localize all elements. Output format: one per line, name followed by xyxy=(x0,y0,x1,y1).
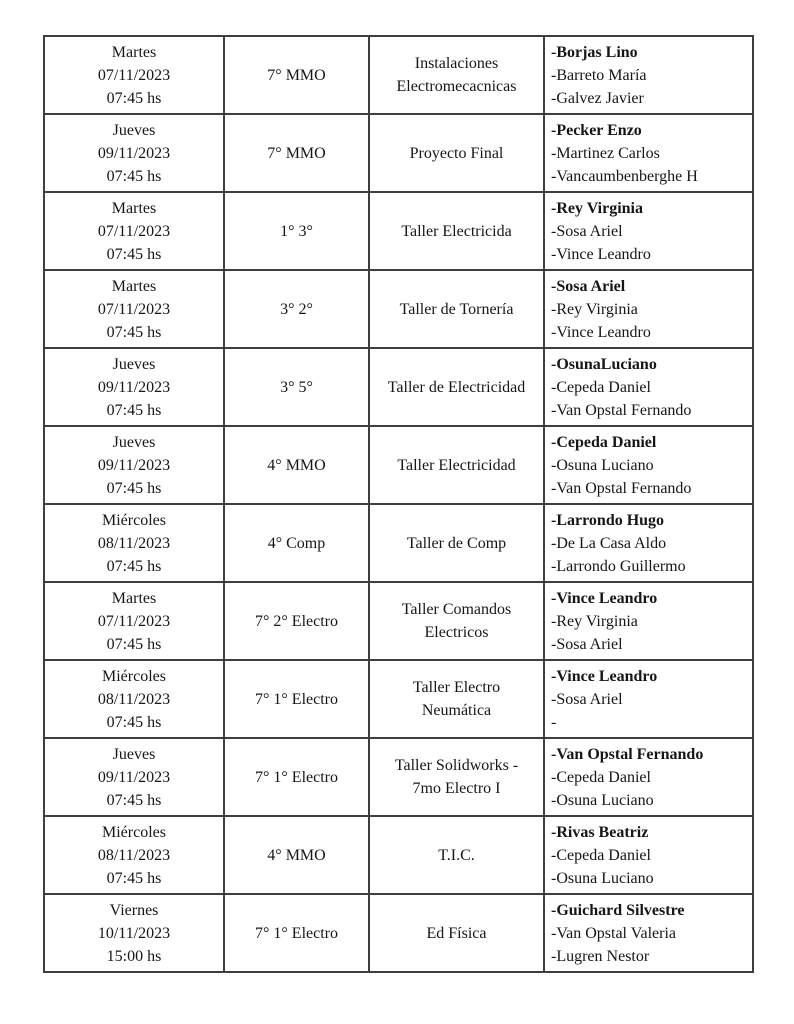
cell-group xyxy=(224,36,369,114)
day-label: Miércoles xyxy=(102,511,166,529)
table-row xyxy=(44,36,753,114)
group-label: 7° 2° Electro xyxy=(255,612,338,630)
cell-datetime xyxy=(44,348,224,426)
cell-subject xyxy=(369,192,544,270)
date-label: 09/11/2023 xyxy=(97,378,171,396)
cell-datetime xyxy=(44,270,224,348)
staff-name: -Sosa Ariel xyxy=(551,635,623,653)
time-label: 15:00 hs xyxy=(106,947,162,965)
staff-name: -OsunaLuciano xyxy=(551,355,657,373)
staff-name: -Rey Virginia xyxy=(551,300,638,318)
cell-staff xyxy=(544,660,753,738)
time-label: 07:45 hs xyxy=(106,635,162,653)
date-label: 08/11/2023 xyxy=(97,846,171,864)
cell-datetime xyxy=(44,738,224,816)
subject-line: Taller Electricida xyxy=(401,222,512,240)
cell-group xyxy=(224,114,369,192)
group-label: 7° 1° Electro xyxy=(255,768,338,786)
cell-subject xyxy=(369,114,544,192)
cell-subject xyxy=(369,816,544,894)
cell-staff xyxy=(544,582,753,660)
cell-subject xyxy=(369,738,544,816)
cell-subject xyxy=(369,660,544,738)
cell-group xyxy=(224,582,369,660)
cell-group xyxy=(224,660,369,738)
time-label: 07:45 hs xyxy=(106,245,162,263)
subject-line: 7mo Electro I xyxy=(412,780,501,797)
staff-name: -Larrondo Hugo xyxy=(551,511,665,529)
staff-name: -Rey Virginia xyxy=(551,612,638,630)
table-row xyxy=(44,894,753,972)
subject-line: Taller Comandos xyxy=(401,601,512,618)
staff-name: -Cepeda Daniel xyxy=(551,768,651,786)
cell-datetime xyxy=(44,192,224,270)
table-row xyxy=(44,348,753,426)
staff-name: -Osuna Luciano xyxy=(551,869,654,887)
cell-group xyxy=(224,894,369,972)
staff-name: -Osuna Luciano xyxy=(551,791,654,809)
date-label: 08/11/2023 xyxy=(97,534,171,552)
staff-name: -Sosa Ariel xyxy=(551,277,626,295)
time-label: 07:45 hs xyxy=(106,323,162,341)
cell-subject xyxy=(369,36,544,114)
time-label: 07:45 hs xyxy=(106,869,162,887)
subject-line: Neumática xyxy=(421,702,492,719)
group-label: 7° 1° Electro xyxy=(255,690,338,708)
cell-datetime xyxy=(44,816,224,894)
subject-line: Taller Electro xyxy=(412,679,501,696)
date-label: 10/11/2023 xyxy=(97,924,171,942)
staff-name: -Van Opstal Valeria xyxy=(551,924,676,942)
cell-group xyxy=(224,348,369,426)
staff-name: -Vince Leandro xyxy=(551,245,651,263)
day-label: Viernes xyxy=(109,901,159,919)
cell-group xyxy=(224,426,369,504)
schedule-table xyxy=(43,35,754,973)
cell-datetime xyxy=(44,114,224,192)
staff-name: -Martinez Carlos xyxy=(551,144,660,162)
day-label: Martes xyxy=(111,277,157,295)
subject-line: Taller Electricidad xyxy=(397,456,516,474)
cell-subject xyxy=(369,426,544,504)
subject-line: T.I.C. xyxy=(438,846,475,864)
date-label: 08/11/2023 xyxy=(97,690,171,708)
staff-name: -Larrondo Guillermo xyxy=(551,557,686,575)
cell-staff xyxy=(544,894,753,972)
group-label: 4° Comp xyxy=(267,534,326,552)
staff-name: -Van Opstal Fernando xyxy=(551,479,692,497)
day-label: Miércoles xyxy=(102,667,166,685)
group-label: 7° 1° Electro xyxy=(255,924,338,942)
date-label: 07/11/2023 xyxy=(97,612,171,630)
time-label: 07:45 hs xyxy=(106,89,162,107)
cell-datetime xyxy=(44,504,224,582)
group-label: 7° MMO xyxy=(267,66,326,84)
table-row xyxy=(44,660,753,738)
cell-subject xyxy=(369,894,544,972)
cell-staff xyxy=(544,114,753,192)
table-row xyxy=(44,426,753,504)
cell-staff xyxy=(544,270,753,348)
table-row xyxy=(44,192,753,270)
time-label: 07:45 hs xyxy=(106,713,162,731)
subject-line: Taller de Comp xyxy=(406,534,507,552)
day-label: Jueves xyxy=(112,745,156,763)
staff-name: -Vince Leandro xyxy=(551,323,651,341)
group-label: 3° 2° xyxy=(280,300,313,318)
staff-name: -Borjas Lino xyxy=(551,43,638,61)
date-label: 07/11/2023 xyxy=(97,222,171,240)
staff-name: -Vince Leandro xyxy=(551,589,658,607)
table-row xyxy=(44,504,753,582)
group-label: 3° 5° xyxy=(280,378,313,396)
time-label: 07:45 hs xyxy=(106,791,162,809)
staff-name: -Vancaumbenberghe H xyxy=(551,167,698,185)
cell-datetime xyxy=(44,894,224,972)
staff-name: -Lugren Nestor xyxy=(551,947,650,965)
staff-name: -Vince Leandro xyxy=(551,667,658,685)
cell-staff xyxy=(544,426,753,504)
staff-name: -Sosa Ariel xyxy=(551,690,623,708)
time-label: 07:45 hs xyxy=(106,401,162,419)
table-row xyxy=(44,270,753,348)
day-label: Miércoles xyxy=(102,823,166,841)
date-label: 07/11/2023 xyxy=(97,300,171,318)
group-label: 4° MMO xyxy=(267,846,326,864)
cell-subject xyxy=(369,582,544,660)
staff-name: -Pecker Enzo xyxy=(551,121,642,139)
date-label: 09/11/2023 xyxy=(97,456,171,474)
staff-name: -Barreto María xyxy=(551,66,647,84)
cell-subject xyxy=(369,504,544,582)
subject-line: Taller Solidworks - xyxy=(394,757,519,774)
time-label: 07:45 hs xyxy=(106,479,162,497)
staff-name: -Galvez Javier xyxy=(551,89,644,107)
date-label: 07/11/2023 xyxy=(97,66,171,84)
subject-line: Taller de Electricidad xyxy=(387,378,526,396)
subject-line: Electricos xyxy=(424,624,489,641)
cell-staff xyxy=(544,738,753,816)
cell-staff xyxy=(544,36,753,114)
group-label: 4° MMO xyxy=(267,456,326,474)
staff-name: -Sosa Ariel xyxy=(551,222,623,240)
cell-group xyxy=(224,192,369,270)
table-row xyxy=(44,816,753,894)
time-label: 07:45 hs xyxy=(106,167,162,185)
cell-staff xyxy=(544,504,753,582)
cell-group xyxy=(224,504,369,582)
cell-datetime xyxy=(44,660,224,738)
staff-name: -Cepeda Daniel xyxy=(551,846,651,864)
staff-name: - xyxy=(551,713,557,731)
day-label: Jueves xyxy=(112,121,156,139)
staff-name: -Osuna Luciano xyxy=(551,456,654,474)
cell-subject xyxy=(369,270,544,348)
staff-name: -Rey Virginia xyxy=(551,199,643,217)
table-row xyxy=(44,738,753,816)
day-label: Martes xyxy=(111,199,157,217)
staff-name: -Van Opstal Fernando xyxy=(551,745,704,763)
cell-datetime xyxy=(44,36,224,114)
cell-staff xyxy=(544,192,753,270)
day-label: Martes xyxy=(111,589,157,607)
cell-group xyxy=(224,738,369,816)
subject-line: Electromecacnicas xyxy=(396,78,517,95)
staff-name: -Guichard Silvestre xyxy=(551,901,685,919)
subject-line: Ed Física xyxy=(426,924,487,942)
table-row xyxy=(44,114,753,192)
cell-subject xyxy=(369,348,544,426)
day-label: Jueves xyxy=(112,355,156,373)
day-label: Jueves xyxy=(112,433,156,451)
subject-line: Proyecto Final xyxy=(409,144,504,162)
cell-group xyxy=(224,270,369,348)
staff-name: -Rivas Beatriz xyxy=(551,823,649,841)
date-label: 09/11/2023 xyxy=(97,768,171,786)
subject-line: Instalaciones xyxy=(414,55,499,72)
cell-group xyxy=(224,816,369,894)
cell-staff xyxy=(544,816,753,894)
group-label: 1° 3° xyxy=(280,222,313,240)
staff-name: -Van Opstal Fernando xyxy=(551,401,692,419)
date-label: 09/11/2023 xyxy=(97,144,171,162)
table-row xyxy=(44,582,753,660)
staff-name: -De La Casa Aldo xyxy=(551,534,667,552)
cell-staff xyxy=(544,348,753,426)
group-label: 7° MMO xyxy=(267,144,326,162)
time-label: 07:45 hs xyxy=(106,557,162,575)
staff-name: -Cepeda Daniel xyxy=(551,433,657,451)
cell-datetime xyxy=(44,582,224,660)
staff-name: -Cepeda Daniel xyxy=(551,378,651,396)
day-label: Martes xyxy=(111,43,157,61)
cell-datetime xyxy=(44,426,224,504)
subject-line: Taller de Tornería xyxy=(399,300,514,318)
